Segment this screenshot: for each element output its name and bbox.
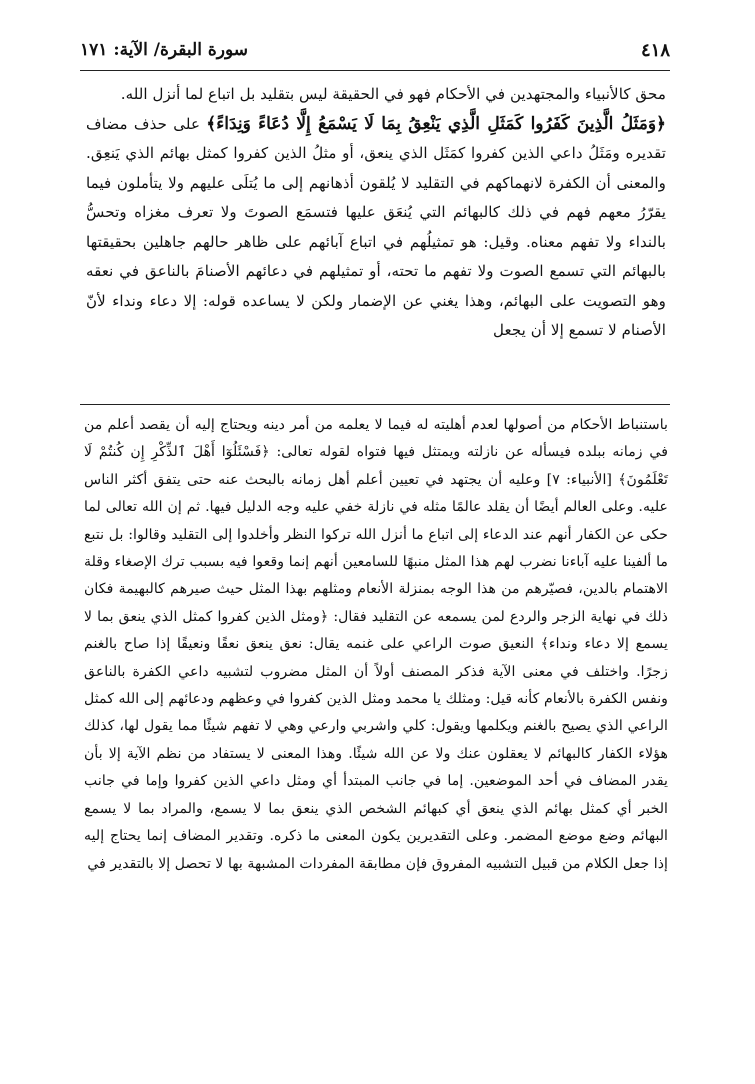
footnote-section xyxy=(84,412,668,878)
verse-paragraph xyxy=(86,110,666,346)
commentary-text: على حذف مضاف تقديره ومَثَلُ داعي الذين كفروا كمَثَل الذي ينعق، أو مثلُ الذين كفروا كمثل بهائم الذي يَنعِق. والمعنى أن الكفرة لانهماكهم في التقليد لا يُلقون أذهانهم إلى ما يُتلَى عليهم ولا يتأملون فيما يقرّرُ معهم فهم في ذلك كالبهائم التي يُنعَق عليها فتسمَع الصوتَ ولا تعرف مغزاه وتحسُّ بالنداء ولا تفهم معناه. وقيل: هو تمثيلُهم في اتباع آبائهم على ظاهر حالهم جاهلين بحقيقتها بالبهائم التي تسمع الصوت ولا تفهم ما تحته، أو تمثيلهم في دعائهم الأصنامَ بالناعق في نعقه وهو التصويت على البهائم، وهذا يغني عن الإضمار ولكن لا يساعده قوله: إلا دعاء ونداء لأنّ الأصنام لا تسمع إلا أن يجعل xyxy=(86,114,666,339)
intro-paragraph: محق كالأنبياء والمجتهدين في الأحكام فهو في الحقيقة ليس بتقليد بل اتباع لما أنزل الله. xyxy=(120,85,666,103)
surah-reference: سورة البقرة/ الآية: ١٧١ xyxy=(80,40,248,60)
header-divider xyxy=(80,70,670,71)
page-number: ٤١٨ xyxy=(640,40,670,61)
footnote-paragraph: باستنباط الأحكام من أصولها لعدم أهليته له فيما لا يعلمه من أمر دينه ويحتاج إليه أن يقصد أعلم من في زمانه ببلده فيسأله عن نازلته ويمتثل فيها فتواه لقوله تعالى: ﴿فَسْئَلُوٓا أَهْلَ ٱلذِّكْرِ إِن كُنتُمْ لَا تَعْلَمُونَ﴾ [الأنبياء: ٧] وعليه أن يجتهد في تعيين أعلم أهل زمانه بالبحث عنه حتى يتفق أكثر الناس عليه. وعلى العالم أيضًا أن يقلد عالمًا مثله في نازلة خفي عليه وجه الدليل فيها. ثم إن الله تعالى لما حكى عن الكفار أنهم عند الدعاء إلى اتباع ما أنزل الله تركوا النظر وأخلدوا إلى التقليد وقالوا: بل نتبع ما ألفينا عليه آباءنا نضرب لهم هذا المثل منبهًا للسامعين أنهم إنما وقعوا فيه بسبب ترك الإصغاء وقلة الاهتمام بالدين، فصيّرهم من هذا الوجه بمنزلة الأنعام ومثلهم بهذا المثل حيث صيرهم كالبهيمة فكان ذلك في نهاية الزجر والردع لمن يسمعه عن التقليد فقال: ﴿ومثل الذين كفروا كمثل الذي ينعق بما لا يسمع إلا دعاء ونداء﴾ النعيق صوت الراعي على غنمه يقال: نعق ينعق نعقًا ونعيقًا إذا صاح بالغنم زجرًا. واختلف في معنى الآية فذكر المصنف أولاً أن المثل مضروب لتشبيه داعي الكفرة بالناعق ونفس الكفرة بالأنعام كأنه قيل: ومثلك يا محمد ومثل الذين كفروا في وعظهم ودعائهم إلى الله كمثل الراعي الذي يصيح بالغنم ويكلمها ويقول: كلي واشربي وارعي وهي لا تفهم شيئًا مما يقول لها، كذلك هؤلاء الكفار كالبهائم لا يعقلون عنك ولا عن الله شيئًا. وهذا المعنى لا يستفاد من نظم الآية إلا بأن يقدر المضاف في أحد الموضعين. إما في جانب المبتدأ أي ومثل داعي الذين كفروا وإما في جانب الخبر أي كمثل بهائم الذي ينعق أي كبهائم الشخص الذي ينعق بما لا يسمع، والمراد بما لا يسمع البهائم وضع موضع المضمر. وعلى التقديرين يكون المعنى ما ذكره. وتقدير المضاف إنما يحتاج إليه إذا جعل الكلام من قبيل التشبيه المفروق فإن مطابقة المفردات المشبهة بها لا تحصل إلا بالتقدير في xyxy=(84,417,668,872)
quran-verse: ﴿وَمَثَلُ الَّذِينَ كَفَرُوا كَمَثَلِ الَّذِي يَنْعِقُ بِمَا لَا يَسْمَعُ إِلَّا دُعَاءً وَنِدَاءً﴾ xyxy=(206,113,667,134)
main-commentary xyxy=(86,80,666,346)
footnote-divider xyxy=(80,404,670,405)
page-header xyxy=(80,38,670,68)
